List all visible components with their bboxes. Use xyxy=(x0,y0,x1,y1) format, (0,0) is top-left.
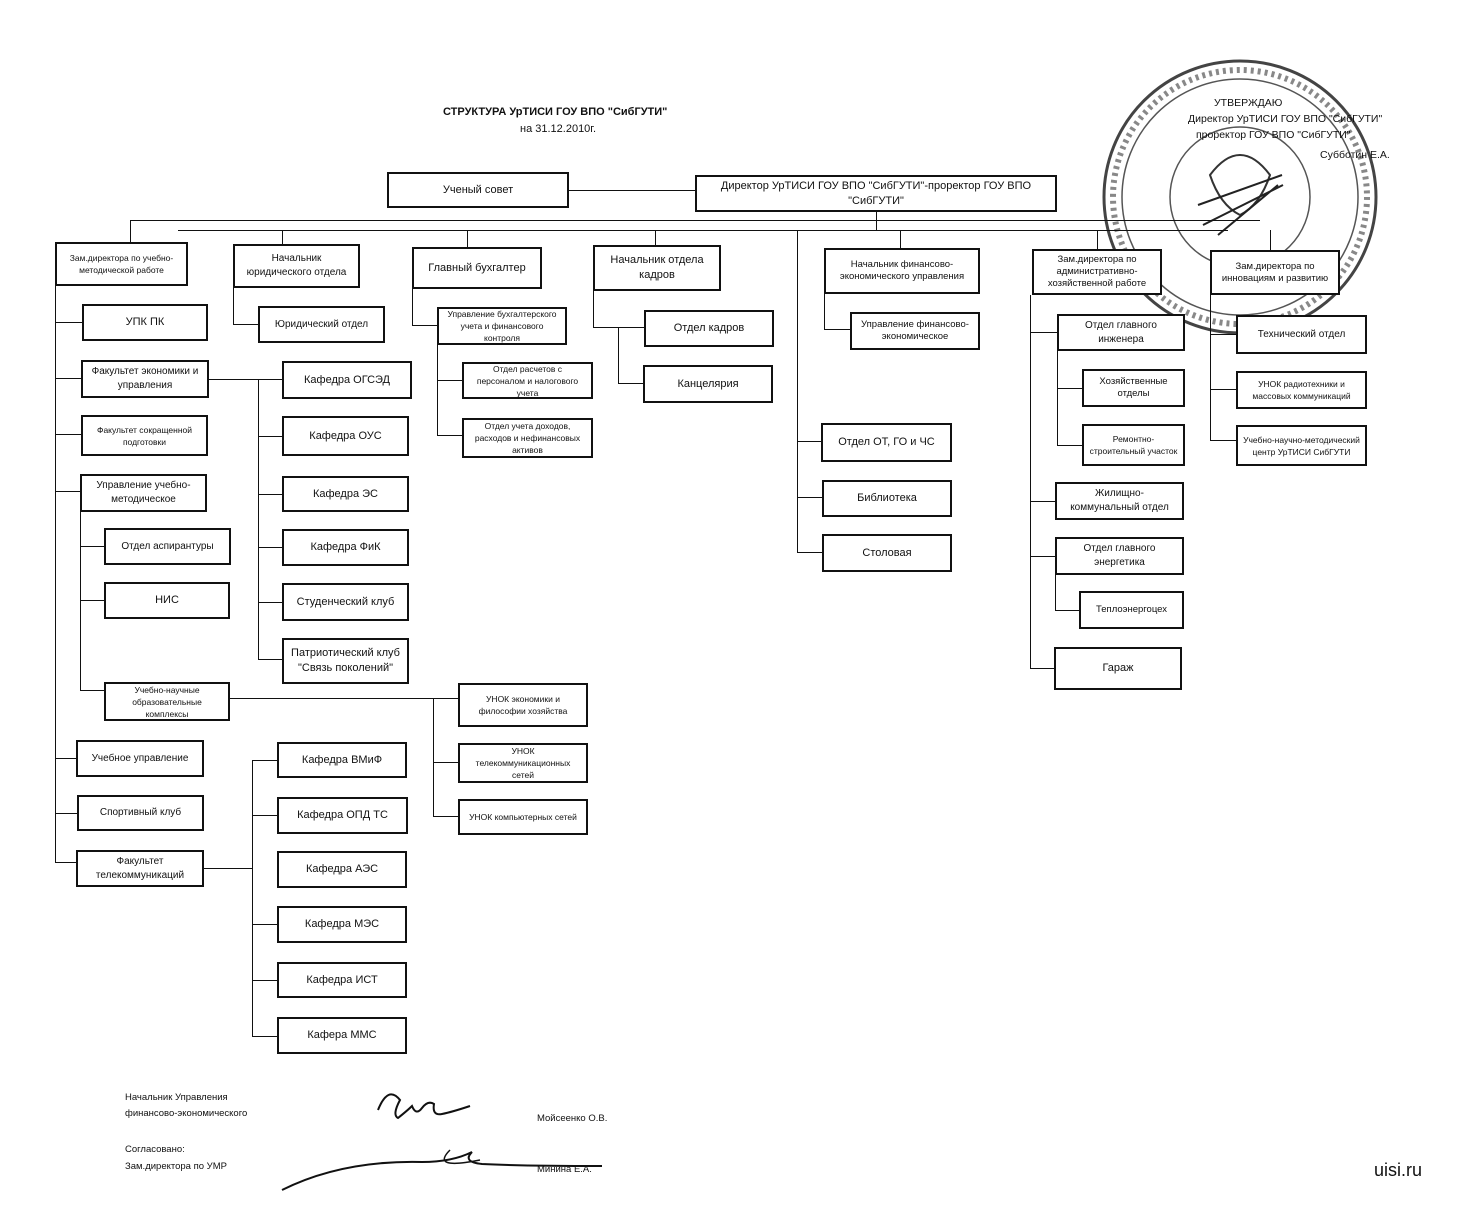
box-heat-plant: Теплоэнергоцех xyxy=(1079,591,1184,629)
box-edu-sci-complexes: Учебно-научные образовательные комплексы xyxy=(104,682,230,721)
approve-line1: УТВЕРЖДАЮ xyxy=(1214,97,1283,109)
box-deputy-admin: Зам.директора по административно-хозяйственной работе xyxy=(1032,249,1162,295)
box-faculty-economics: Факультет экономики и управления xyxy=(81,360,209,398)
box-director: Директор УрТИСИ ГОУ ВПО "СибГУТИ"-проректор ГОУ ВПО "СибГУТИ" xyxy=(695,175,1057,212)
box-tech-dept: Технический отдел xyxy=(1236,315,1367,354)
box-household-depts: Хозяйственные отделы xyxy=(1082,369,1185,407)
box-academic-council: Ученый совет xyxy=(387,172,569,208)
box-chair-es: Кафедра ЭС xyxy=(282,476,409,512)
signer1-title-b: финансово-экономического xyxy=(125,1108,248,1119)
box-student-club: Студенческий клуб xyxy=(282,583,409,621)
box-sport-club: Спортивный клуб xyxy=(77,795,204,831)
box-sci-method-center: Учебно-научно-методический центр УрТИСИ СибГУТИ xyxy=(1236,425,1367,466)
box-chair-vmif: Кафедра ВМиФ xyxy=(277,742,407,778)
box-finance-mgmt: Управление финансово-экономическое xyxy=(850,312,980,350)
box-unok-radio: УНОК радиотехники и массовых коммуникаций xyxy=(1236,371,1367,409)
box-safety-dept: Отдел ОТ, ГО и ЧС xyxy=(821,423,952,462)
box-unok-computer: УНОК компьютерных сетей xyxy=(458,799,588,835)
box-chief-accountant: Главный бухгалтер xyxy=(412,247,542,289)
chart-title: СТРУКТУРА УрТИСИ ГОУ ВПО "СибГУТИ" xyxy=(443,106,668,118)
approve-line3: проректор ГОУ ВПО "СибГУТИ" xyxy=(1196,129,1351,141)
box-head-finance: Начальник финансово-экономического управления xyxy=(824,248,980,294)
box-edu-dept: Учебное управление xyxy=(76,740,204,777)
box-nis: НИС xyxy=(104,582,230,619)
box-canteen: Столовая xyxy=(822,534,952,572)
box-head-hr: Начальник отдела кадров xyxy=(593,245,721,291)
approve-line2: Директор УрТИСИ ГОУ ВПО "СибГУТИ" xyxy=(1188,113,1383,125)
box-faculty-telecom: Факультет телекоммуникаций xyxy=(76,850,204,887)
box-deputy-academic: Зам.директора по учебно-методической работе xyxy=(55,242,188,286)
signer1-title-a: Начальник Управления xyxy=(125,1092,228,1103)
signer1-name: Мойсеенко О.В. xyxy=(537,1113,608,1124)
chart-date: на 31.12.2010г. xyxy=(520,123,597,135)
box-chair-opd-ts: Кафедра ОПД ТС xyxy=(277,797,408,834)
site-watermark: uisi.ru xyxy=(1374,1160,1423,1180)
box-chief-engineer: Отдел главного инженера xyxy=(1057,314,1185,351)
box-chair-mes: Кафедра МЭС xyxy=(277,906,407,943)
signer2-name: Минина Е.А. xyxy=(537,1164,592,1175)
box-chief-energy: Отдел главного энергетика xyxy=(1055,537,1184,575)
approve-signer: Субботин Е.А. xyxy=(1320,149,1390,161)
box-accounting-mgmt: Управление бухгалтерского учета и финансового контроля xyxy=(437,307,567,345)
box-chair-ous: Кафедра ОУС xyxy=(282,416,409,456)
box-legal-dept: Юридический отдел xyxy=(258,306,385,343)
box-upk: УПК ПК xyxy=(82,304,208,341)
box-library: Библиотека xyxy=(822,480,952,517)
box-payroll-tax: Отдел расчетов с персоналом и налогового учета xyxy=(462,362,593,399)
box-chair-fik: Кафедра ФиК xyxy=(282,529,409,566)
box-chair-ogsed: Кафедра ОГСЭД xyxy=(282,361,412,399)
box-income-expense: Отдел учета доходов, расходов и нефинансовых активов xyxy=(462,418,593,458)
box-edu-method-dept: Управление учебно-методическое xyxy=(80,474,207,512)
box-chair-mms: Кафера ММС xyxy=(277,1017,407,1054)
box-garage: Гараж xyxy=(1054,647,1182,690)
box-postgrad-dept: Отдел аспирантуры xyxy=(104,528,231,565)
box-faculty-short-training: Факультет сокращенной подготовки xyxy=(81,415,208,456)
box-hr-dept: Отдел кадров xyxy=(644,310,774,347)
box-unok-economics: УНОК экономики и философии хозяйства xyxy=(458,683,588,727)
agreed-label: Согласовано: xyxy=(125,1144,185,1155)
box-chair-ist: Кафедра ИСТ xyxy=(277,962,407,998)
box-deputy-innovation: Зам.директора по инновациям и развитию xyxy=(1210,250,1340,295)
box-head-legal: Начальник юридического отдела xyxy=(233,244,360,288)
box-repair-site: Ремонтно-строительный участок xyxy=(1082,424,1185,466)
box-unok-telecom: УНОК телекоммуникационных сетей xyxy=(458,743,588,783)
box-patriotic-club: Патриотический клуб "Связь поколений" xyxy=(282,638,409,684)
box-chair-aes: Кафедра АЭС xyxy=(277,851,407,888)
handwritten-signature-icon xyxy=(270,1050,610,1200)
box-chancellery: Канцелярия xyxy=(643,365,773,403)
signer2-title: Зам.директора по УМР xyxy=(125,1161,227,1172)
box-housing-dept: Жилищно-коммунальный отдел xyxy=(1055,482,1184,520)
